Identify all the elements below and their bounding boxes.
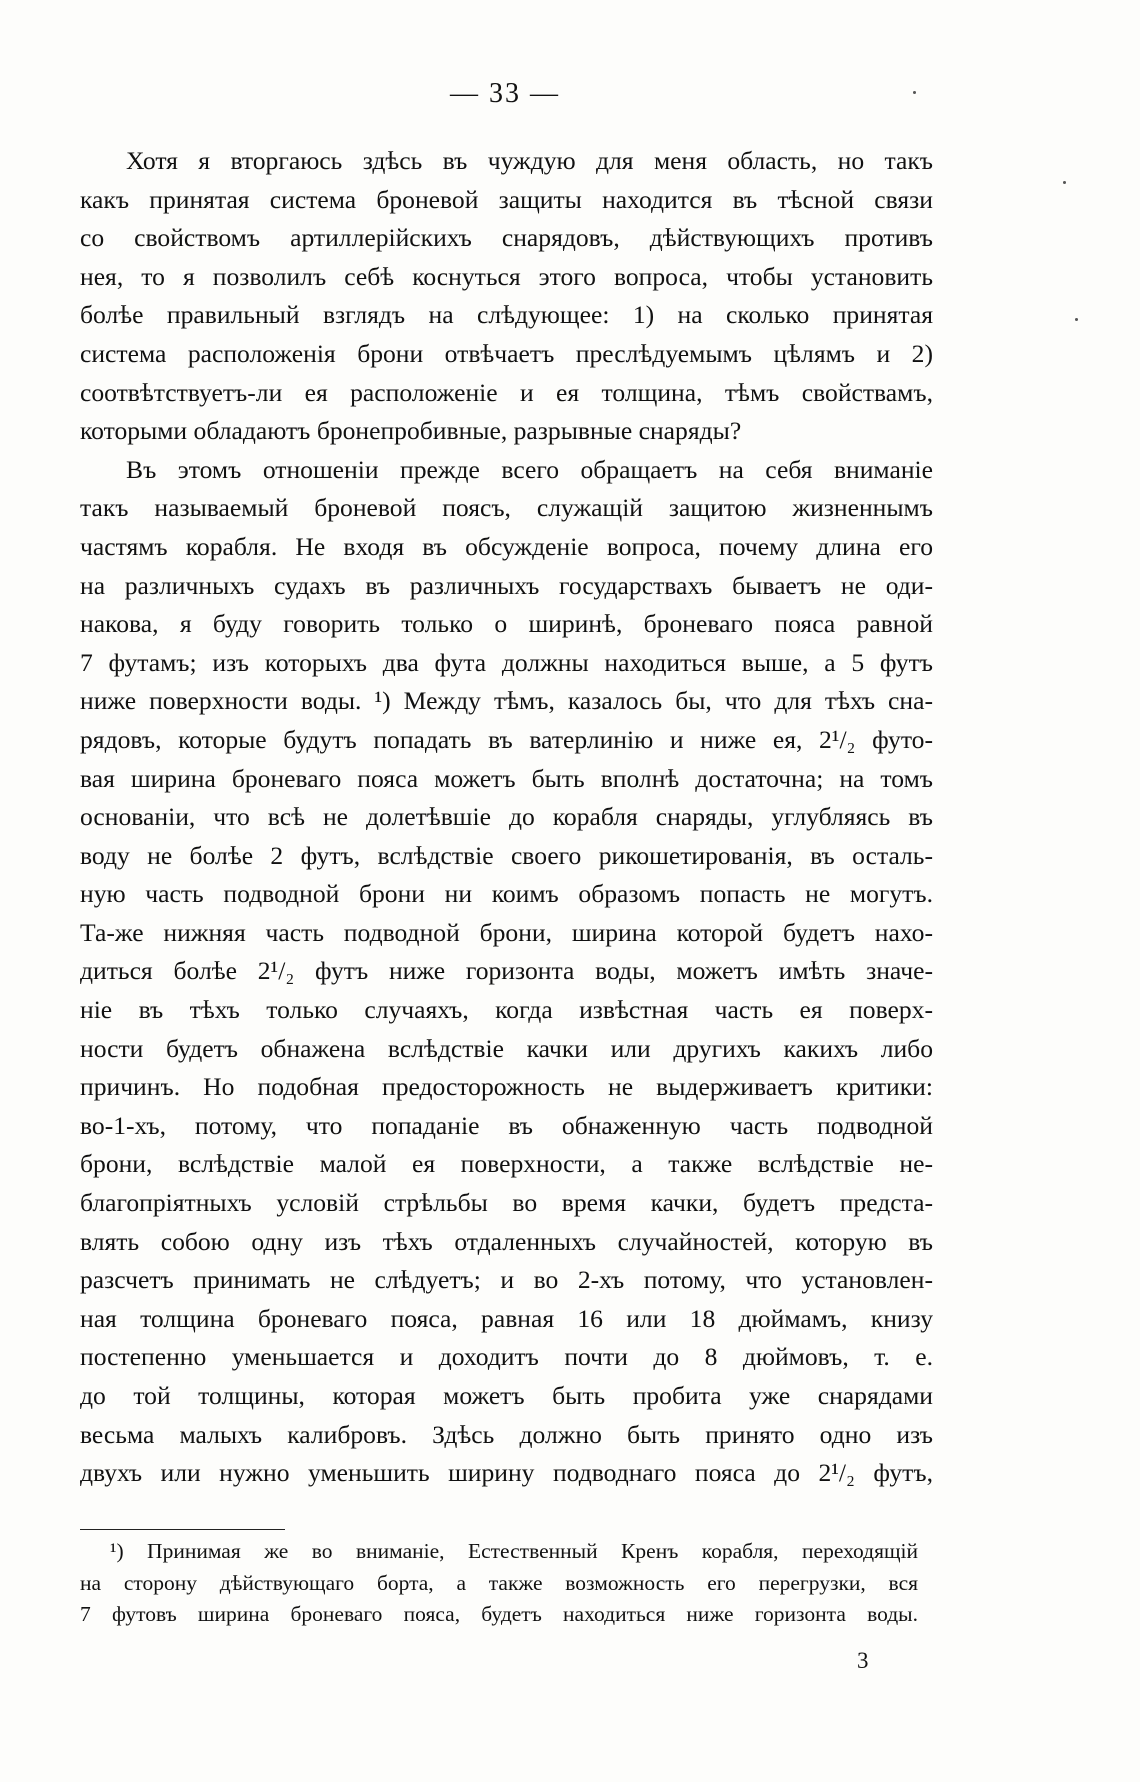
footnote-line: ¹) Принимая же во вниманіе, Естественный Кренъ корабля, переходящій [110, 1539, 918, 1563]
footnote [80, 1536, 918, 1631]
text-line: ная толщина броневаго пояса, равная 16 или 18 дюймамъ, книзу [80, 1303, 933, 1333]
paper-speck [1075, 318, 1078, 321]
text-line: накова, я буду говорить только о ширинѣ, броневаго пояса равной [80, 609, 933, 639]
footnote-line: 7 футовъ ширина броневаго пояса, будетъ находиться ниже горизонта воды. [80, 1602, 918, 1626]
text-line: воду не болѣе 2 футъ, вслѣдствіе своего рикошетированія, въ осталь- [80, 840, 933, 870]
text-line: Та-же нижняя часть подводной брони, ширина которой будетъ нахо- [80, 917, 933, 947]
footnote-divider [80, 1529, 285, 1530]
text-line: весьма малыхъ калибровъ. Здѣсь должно быть принято одно изъ [80, 1419, 933, 1449]
text-line: какъ принятая система броневой защиты находится въ тѣсной связи [80, 184, 933, 214]
text-line: постепенно уменьшается и доходитъ почти до 8 дюймовъ, т. е. [80, 1342, 933, 1372]
text-line: такъ называемый броневой поясъ, служащій защитою жизненнымъ [80, 493, 933, 523]
text-line: частямъ корабля. Не входя въ обсужденіе вопроса, почему длина его [80, 531, 933, 561]
main-text [80, 142, 933, 1493]
paper-speck [913, 91, 916, 94]
text-line: соотвѣтствуетъ-ли ея расположеніе и ея толщина, тѣмъ свойствамъ, [80, 377, 933, 407]
text-line: Въ этомъ отношеніи прежде всего обращаетъ на себя вниманіе [126, 454, 933, 484]
footnote-line: на сторону дѣйствующаго борта, а также возможность его перегрузки, вся [80, 1570, 918, 1595]
text-line: основаніи, что всѣ не долетѣвшіе до корабля снаряды, углубляясь въ [80, 802, 933, 832]
text-line: во-1-хъ, потому, что попаданіе въ обнаженную часть подводной [80, 1110, 933, 1140]
paper-speck [1063, 181, 1066, 184]
text-line: рядовъ, которые будутъ попадать въ ватерлинію и ниже ея, 2¹/₂ футо- [80, 724, 933, 754]
text-line: разсчетъ принимать не слѣдуетъ; и во 2-хъ потому, что установлен- [80, 1265, 933, 1295]
text-line: брони, вслѣдствіе малой ея поверхности, а также вслѣдствіе не- [80, 1149, 933, 1179]
text-line: вая ширина броневаго пояса можетъ быть вполнѣ достаточна; на томъ [80, 763, 933, 793]
text-line: Хотя я вторгаюсь здѣсь въ чуждую для меня область, но такъ [126, 146, 933, 175]
text-line: нея, то я позволилъ себѣ коснуться этого вопроса, чтобы установить [80, 261, 933, 291]
text-line: до той толщины, которая можетъ быть пробита уже снарядами [80, 1381, 933, 1410]
text-line: ную часть подводной брони ни коимъ образомъ попасть не могутъ. [80, 879, 933, 909]
text-line: причинъ. Но подобная предосторожность не выдерживаетъ критики: [80, 1072, 933, 1102]
text-line: болѣе правильный взглядъ на слѣдующее: 1) на сколько принятая [80, 300, 933, 330]
page-number: — 33 — [450, 78, 560, 109]
text-line: со свойствомъ артиллерійскихъ снарядовъ, дѣйствующихъ противъ [80, 223, 933, 253]
text-line: ности будетъ обнажена вслѣдствіе качки или другихъ какихъ либо [80, 1033, 933, 1063]
text-line: которыми обладаютъ бронепробивные, разрывные снаряды? [80, 416, 742, 446]
text-line: на различныхъ судахъ въ различныхъ государствахъ бываетъ не оди- [80, 570, 933, 600]
text-line: 7 футамъ; изъ которыхъ два фута должны находиться выше, а 5 футъ [80, 647, 933, 677]
signature-mark: 3 [857, 1648, 869, 1673]
text-line: система расположенія брони отвѣчаетъ преслѣдуемымъ цѣлямъ и 2) [80, 338, 933, 368]
text-line: влять собою одну изъ тѣхъ отдаленныхъ случайностей, которую въ [80, 1226, 933, 1256]
text-line: благопріятныхъ условій стрѣльбы во время качки, будетъ предста- [80, 1188, 933, 1218]
text-line: ніе въ тѣхъ только случаяхъ, когда извѣстная часть ея поверх- [80, 995, 933, 1025]
text-line: диться болѣе 2¹/₂ футъ ниже горизонта воды, можетъ имѣть значе- [80, 956, 933, 986]
text-line: двухъ или нужно уменьшить ширину подводнаго пояса до 2¹/₂ футъ, [80, 1458, 933, 1488]
text-line: ниже поверхности воды. ¹) Между тѣмъ, казалось бы, что для тѣхъ сна- [80, 686, 933, 716]
